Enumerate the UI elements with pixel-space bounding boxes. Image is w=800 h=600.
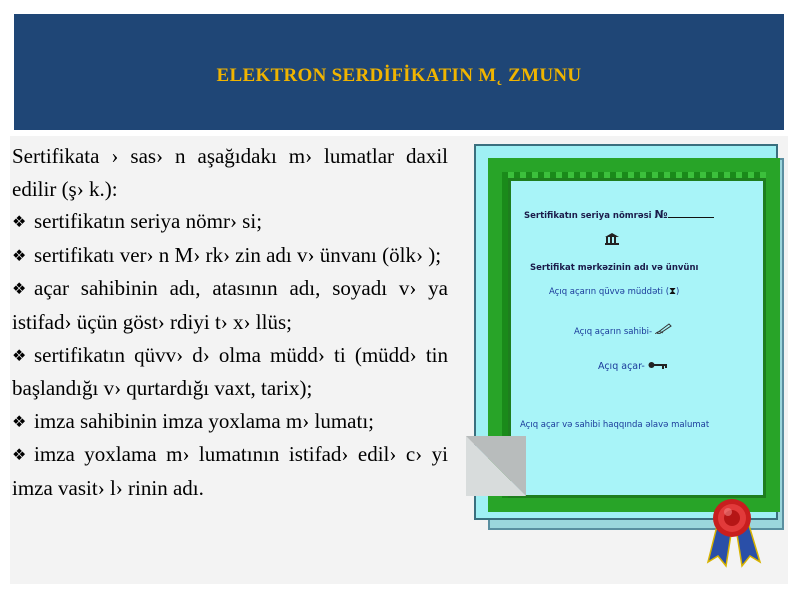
validity-close: )	[676, 287, 680, 297]
number-sign: №	[654, 208, 668, 221]
center-name-line: Sertifikat mərkəzinin adı və ünvünı	[530, 263, 699, 273]
page-curl-shadow	[466, 436, 526, 496]
owner-line	[574, 322, 673, 337]
bullet-diamond-icon: ❖	[12, 245, 27, 265]
serial-number-line	[524, 208, 714, 221]
serial-underline	[668, 209, 714, 218]
validity-label: Açıq açarın qüvvə müddəti (	[549, 287, 670, 297]
bullet-diamond-icon: ❖	[12, 212, 27, 232]
list-item-text: sertifikatın seriya nömr› si;	[34, 209, 263, 234]
bullet-diamond-icon: ❖	[12, 445, 27, 465]
body-text	[12, 140, 448, 505]
additional-info-line: Açıq açar və sahibi haqqında əlavə malumat	[520, 420, 710, 430]
serial-label: Sertifikatın seriya nömrəsi	[524, 211, 652, 221]
building-icon	[605, 232, 619, 250]
list-item-text: açar sahibinin adı, atasının adı, soyadı v› ya istifad› üçün göst› rdiyi t› x› llüs;	[12, 276, 448, 334]
list-item-text: imza sahibinin imza yoxlama m› lumatı;	[34, 408, 374, 433]
list-item	[12, 239, 448, 273]
list-item	[12, 438, 448, 504]
bullet-diamond-icon: ❖	[12, 279, 27, 299]
hourglass-icon: ⧗	[669, 286, 677, 297]
validity-line	[549, 286, 679, 297]
owner-label: Açıq açarın sahibi-	[574, 327, 653, 337]
bullet-diamond-icon: ❖	[12, 345, 27, 365]
seal-icon	[704, 498, 764, 573]
slide-title: ELEKTRON SERDİFİKATIN M˛ ZMUNU	[216, 65, 582, 86]
list-item	[12, 339, 448, 405]
list-item	[12, 405, 448, 439]
list-item-text: imza yoxlama m› lumatının istifad› edil› c› yi imza vasit› l› rinin adı.	[12, 442, 448, 500]
list-item-text: sertifikatın qüvv› d› olma müdd› ti (müdd› tin başlandığı v› qurtardığı vaxt, tarix);	[12, 342, 448, 401]
pen-icon	[655, 327, 673, 337]
intro-paragraph: Sertifikata › sas› n aşağıdakı m› lumatlar daxil edilir (ş› k.):	[12, 144, 448, 201]
list-item-text: sertifikatı ver› n M› rk› zin adı v› ünvanı (ölk› );	[34, 242, 442, 267]
list-item	[12, 205, 448, 239]
title-bar	[14, 14, 784, 130]
certificate-inner-panel	[508, 178, 766, 498]
public-key-line	[598, 361, 668, 372]
list-item	[12, 272, 448, 338]
public-key-label: Açıq açar-	[598, 361, 645, 372]
bullet-diamond-icon: ❖	[12, 411, 27, 431]
key-icon	[648, 361, 668, 372]
